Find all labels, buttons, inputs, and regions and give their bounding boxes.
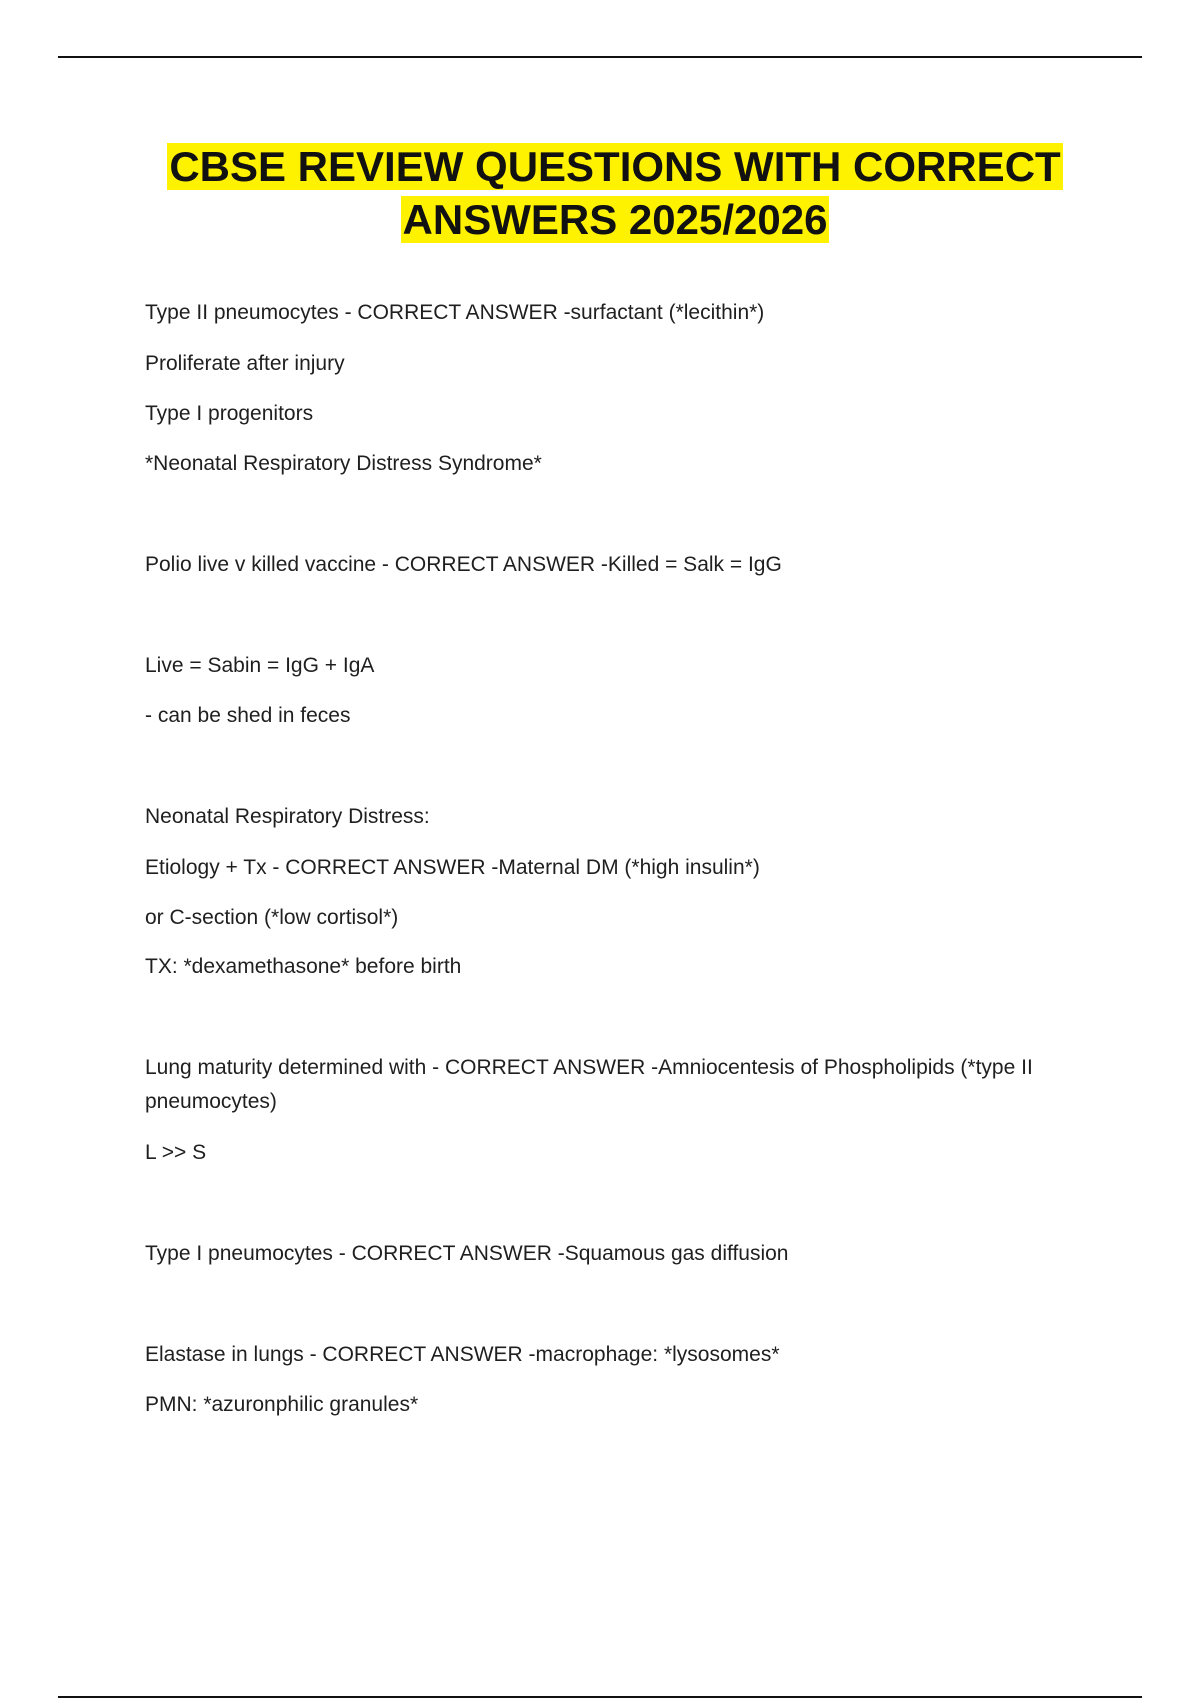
qa-line: Type II pneumocytes - CORRECT ANSWER -surfactant (*lecithin*) <box>145 301 765 324</box>
qa-line: Live = Sabin = IgG + IgA <box>145 654 375 677</box>
footer-rule <box>58 1696 1142 1698</box>
title-line-1: CBSE REVIEW QUESTIONS WITH CORRECT <box>169 143 1061 190</box>
header-rule <box>58 56 1142 58</box>
qa-line: Proliferate after injury <box>145 352 345 375</box>
qa-line: PMN: *azuronphilic granules* <box>145 1393 419 1416</box>
qa-line: *Neonatal Respiratory Distress Syndrome* <box>145 452 542 475</box>
qa-line: Lung maturity determined with - CORRECT ANSWER -Amniocentesis of Phospholipids (*type II pneumocytes) <box>145 1056 1033 1113</box>
page-title <box>145 140 1085 246</box>
qa-line: - can be shed in feces <box>145 704 351 727</box>
qa-line: Polio live v killed vaccine - CORRECT ANSWER -Killed = Salk = IgG <box>145 553 782 576</box>
qa-line: Type I progenitors <box>145 402 314 425</box>
qa-line: Elastase in lungs - CORRECT ANSWER -macrophage: *lysosomes* <box>145 1343 780 1366</box>
qa-line: or C-section (*low cortisol*) <box>145 906 399 929</box>
title-line-2: ANSWERS 2025/2026 <box>402 196 828 243</box>
qa-line: TX: *dexamethasone* before birth <box>145 955 462 978</box>
qa-line: Type I pneumocytes - CORRECT ANSWER -Squamous gas diffusion <box>145 1242 789 1265</box>
qa-line: Neonatal Respiratory Distress: <box>145 805 430 828</box>
qa-line: L >> S <box>145 1141 207 1164</box>
qa-line: Etiology + Tx - CORRECT ANSWER -Maternal DM (*high insulin*) <box>145 856 760 879</box>
